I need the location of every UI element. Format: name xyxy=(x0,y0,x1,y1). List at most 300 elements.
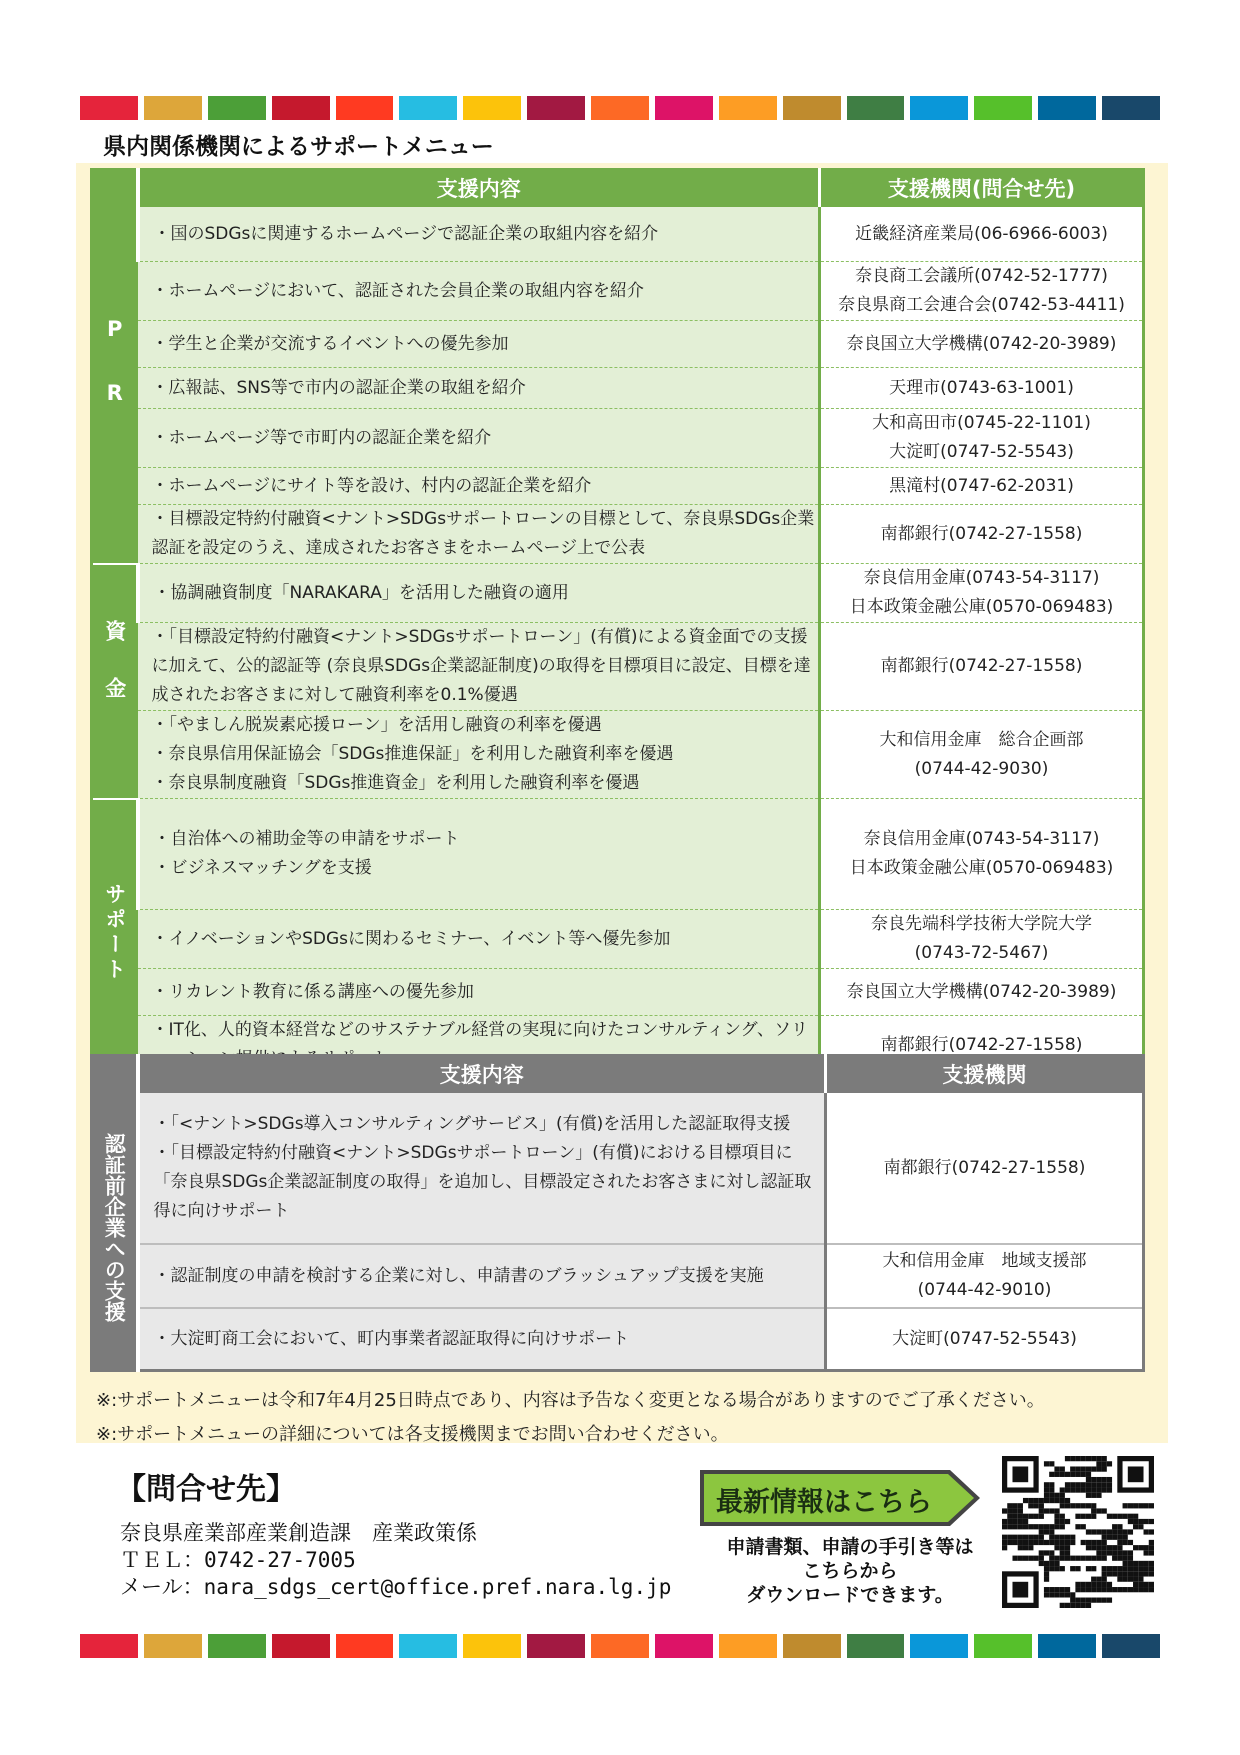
sdg-color-block xyxy=(655,1634,713,1658)
qr-module xyxy=(1107,1529,1112,1534)
qr-module xyxy=(1039,1540,1044,1545)
text-line: ・奈良県制度融資「SDGs推進資金」を利用した融資利率を優遇 xyxy=(151,773,640,793)
qr-module xyxy=(1060,1540,1065,1545)
note-1: ※:サポートメニューは令和7年4月25日時点であり、内容は予告なく変更となる場合がありますのでご了承ください。 xyxy=(96,1390,1045,1411)
text-line: ・奈良県信用保証協会「SDGs推進保証」を利用した融資利率を優遇 xyxy=(151,744,674,764)
qr-module xyxy=(1033,1503,1038,1508)
qr-module xyxy=(1096,1493,1101,1498)
qr-module xyxy=(1060,1545,1065,1550)
qr-module xyxy=(1049,1461,1054,1466)
header-blank xyxy=(92,1056,138,1094)
sdg-color-block xyxy=(80,96,138,120)
qr-module xyxy=(1060,1587,1065,1592)
qr-module xyxy=(1054,1493,1059,1498)
qr-module xyxy=(1149,1587,1154,1592)
qr-module xyxy=(1028,1524,1033,1529)
qr-module xyxy=(1081,1524,1086,1529)
qr-module xyxy=(1012,1508,1017,1513)
qr-module xyxy=(1070,1592,1075,1597)
qr-module xyxy=(1023,1540,1028,1545)
qr-module xyxy=(1081,1603,1086,1608)
qr-module xyxy=(1091,1566,1096,1571)
text-line: ・IT化、人的資本経営などのサステナブル経営の実現に向けたコンサルティング、ソリ xyxy=(151,1020,808,1040)
qr-module xyxy=(1138,1519,1143,1524)
text-line: 奈良信用金庫(0743-54-3117) xyxy=(863,829,1100,849)
qr-module xyxy=(1081,1587,1086,1592)
qr-module xyxy=(1096,1582,1101,1587)
qr-module xyxy=(1049,1587,1054,1592)
table-row xyxy=(92,368,1144,409)
sdg-color-block xyxy=(527,1634,585,1658)
qr-module xyxy=(1039,1556,1044,1561)
qr-module xyxy=(1107,1514,1112,1519)
category-label: 認証前企業への支援 xyxy=(102,1132,127,1322)
qr-module xyxy=(1144,1587,1149,1592)
qr-module xyxy=(1033,1540,1038,1545)
text-line: ・「目標設定特約付融資<ナント>SDGsサポートローン」(有償)における目標項目に「奈良県SDGs企業認証制度の取得」を追加し、目標設定されたお客さまに対し認証取得に向けサポート xyxy=(153,1143,812,1221)
text-line: 大淀町(0747-52-5543) xyxy=(892,1328,1077,1349)
note-2: ※:サポートメニューの詳細については各支援機関までお問い合わせください。 xyxy=(96,1424,729,1445)
text-line: 黒滝村(0747-62-2031) xyxy=(889,475,1074,496)
qr-module xyxy=(1091,1503,1096,1508)
support-content xyxy=(138,1244,826,1308)
qr-module xyxy=(1128,1587,1133,1592)
qr-module xyxy=(1117,1524,1122,1529)
qr-module xyxy=(1112,1529,1117,1534)
qr-module xyxy=(1065,1556,1070,1561)
support-org xyxy=(820,799,1144,910)
qr-module xyxy=(1102,1529,1107,1534)
qr-module xyxy=(1007,1524,1012,1529)
table-row xyxy=(92,1308,1144,1371)
qr-module xyxy=(1138,1577,1143,1582)
qr-module xyxy=(1060,1535,1065,1540)
text-line: ・リカレント教育に係る講座への優先参加 xyxy=(151,981,474,1002)
qr-module xyxy=(1070,1540,1075,1545)
qr-module xyxy=(1075,1456,1080,1461)
qr-module xyxy=(1054,1561,1059,1566)
qr-module xyxy=(1044,1550,1049,1555)
qr-module xyxy=(1023,1519,1028,1524)
qr-module xyxy=(1091,1577,1096,1582)
support-content xyxy=(138,321,820,368)
qr-module xyxy=(1060,1524,1065,1529)
qr-code-icon[interactable] xyxy=(1002,1456,1154,1608)
text-line: 大和信用金庫 総合企画部 xyxy=(879,729,1084,750)
table-row xyxy=(92,1093,1144,1244)
qr-module xyxy=(1065,1519,1070,1524)
qr-module xyxy=(1028,1556,1033,1561)
qr-module xyxy=(1065,1535,1070,1540)
qr-module xyxy=(1091,1598,1096,1603)
text-line: (0744-42-9010) xyxy=(917,1280,1052,1300)
qr-module xyxy=(1044,1592,1049,1597)
qr-module xyxy=(1112,1545,1117,1550)
text-line: 近畿経済産業局(06-6966-6003) xyxy=(855,223,1108,244)
qr-module xyxy=(1138,1566,1143,1571)
qr-module xyxy=(1054,1535,1059,1540)
qr-module xyxy=(1086,1482,1091,1487)
qr-module xyxy=(1002,1519,1007,1524)
qr-module xyxy=(1060,1503,1065,1508)
qr-module xyxy=(1133,1577,1138,1582)
qr-module xyxy=(1133,1514,1138,1519)
qr-module xyxy=(1075,1566,1080,1571)
qr-module xyxy=(1117,1514,1122,1519)
sdg-color-block xyxy=(591,1634,649,1658)
support-org xyxy=(826,1244,1144,1308)
support-org xyxy=(826,1308,1144,1371)
qr-module xyxy=(1133,1587,1138,1592)
qr-module xyxy=(1123,1556,1128,1561)
sdg-color-block xyxy=(783,96,841,120)
qr-module xyxy=(1149,1540,1154,1545)
qr-module xyxy=(1128,1577,1133,1582)
text-line: ・協調融資制度「NARAKARA」を活用した融資の適用 xyxy=(153,582,569,603)
qr-module xyxy=(1054,1566,1059,1571)
qr-module xyxy=(1070,1466,1075,1471)
qr-module xyxy=(1128,1561,1133,1566)
qr-module xyxy=(1096,1556,1101,1561)
qr-module xyxy=(1102,1550,1107,1555)
qr-module xyxy=(1049,1556,1054,1561)
qr-module xyxy=(1091,1540,1096,1545)
qr-module xyxy=(1086,1598,1091,1603)
sdg-color-block xyxy=(910,1634,968,1658)
qr-module xyxy=(1123,1540,1128,1545)
text-line: 大和高田市(0745-22-1101) xyxy=(872,413,1091,433)
qr-module xyxy=(1049,1561,1054,1566)
sdg-color-block xyxy=(591,96,649,120)
section-title: 県内関係機関によるサポートメニュー xyxy=(103,134,494,160)
table-row xyxy=(92,505,1144,564)
qr-module xyxy=(1133,1519,1138,1524)
qr-module xyxy=(1070,1482,1075,1487)
qr-module xyxy=(1075,1603,1080,1608)
qr-module xyxy=(1102,1582,1107,1587)
qr-module xyxy=(1128,1550,1133,1555)
category-1 xyxy=(92,564,138,799)
qr-module xyxy=(1070,1598,1075,1603)
text-line: こちらから xyxy=(802,1560,898,1582)
sdg-color-block xyxy=(80,1634,138,1658)
support-content xyxy=(138,799,820,910)
header-content: 支援内容 xyxy=(138,1056,826,1094)
qr-module xyxy=(1081,1514,1086,1519)
qr-module xyxy=(1128,1503,1133,1508)
qr-module xyxy=(1065,1472,1070,1477)
support-org xyxy=(820,409,1144,468)
qr-module xyxy=(1107,1535,1112,1540)
qr-module xyxy=(1070,1456,1075,1461)
qr-module xyxy=(1091,1529,1096,1534)
category-2 xyxy=(92,799,138,1076)
qr-module xyxy=(1128,1571,1133,1576)
qr-module xyxy=(1044,1508,1049,1513)
qr-module xyxy=(1054,1556,1059,1561)
qr-module xyxy=(1039,1529,1044,1534)
qr-module xyxy=(1049,1566,1054,1571)
qr-module xyxy=(1133,1582,1138,1587)
qr-module xyxy=(1065,1587,1070,1592)
support-content xyxy=(138,1093,826,1244)
qr-module xyxy=(1012,1582,1028,1598)
qr-module xyxy=(1012,1466,1028,1482)
contact-dept: 奈良県産業部産業創造課 産業政策係 xyxy=(120,1521,477,1545)
qr-module xyxy=(1012,1540,1017,1545)
qr-module xyxy=(1054,1592,1059,1597)
qr-module xyxy=(1065,1498,1070,1503)
qr-module xyxy=(1112,1550,1117,1555)
qr-module xyxy=(1018,1535,1023,1540)
support-content xyxy=(138,711,820,799)
support-org xyxy=(826,1093,1144,1244)
qr-module xyxy=(1060,1514,1065,1519)
table-row xyxy=(92,799,1144,910)
sdg-color-block xyxy=(208,1634,266,1658)
qr-module xyxy=(1023,1524,1028,1529)
qr-module xyxy=(1128,1529,1133,1534)
table-row xyxy=(92,623,1144,711)
table-row xyxy=(92,910,1144,969)
qr-module xyxy=(1081,1598,1086,1603)
text-line: ・自治体への補助金等の申請をサポート xyxy=(153,829,460,849)
qr-module xyxy=(1149,1582,1154,1587)
qr-module xyxy=(1102,1535,1107,1540)
qr-module xyxy=(1117,1577,1122,1582)
support-org xyxy=(820,564,1144,623)
qr-module xyxy=(1012,1519,1017,1524)
text-line: 天理市(0743-63-1001) xyxy=(889,377,1074,398)
qr-module xyxy=(1128,1556,1133,1561)
qr-module xyxy=(1128,1466,1144,1482)
qr-module xyxy=(1044,1487,1049,1492)
qr-module xyxy=(1054,1545,1059,1550)
table-row xyxy=(92,262,1144,321)
support-org xyxy=(820,623,1144,711)
text-line: ・学生と企業が交流するイベントへの優先参加 xyxy=(151,333,509,354)
qr-module xyxy=(1007,1540,1012,1545)
qr-module xyxy=(1044,1587,1049,1592)
download-note xyxy=(700,1535,1000,1607)
qr-module xyxy=(1117,1540,1122,1545)
support-content xyxy=(138,409,820,468)
support-content xyxy=(138,623,820,711)
qr-module xyxy=(1075,1587,1080,1592)
qr-module xyxy=(1102,1577,1107,1582)
qr-module xyxy=(1054,1524,1059,1529)
text-line: 奈良県商工会連合会(0742-53-4411) xyxy=(838,295,1125,315)
qr-module xyxy=(1086,1545,1091,1550)
qr-module xyxy=(1065,1540,1070,1545)
qr-module xyxy=(1096,1466,1101,1471)
qr-module xyxy=(1102,1482,1107,1487)
qr-module xyxy=(1044,1540,1049,1545)
text-line: 奈良国立大学機構(0742-20-3989) xyxy=(846,333,1117,354)
text-line: ・「目標設定特約付融資<ナント>SDGsサポートローン」(有償)による資金面での支援に加えて、公的認証等 (奈良県SDGs企業認証制度)の取得を目標項目に設定、目標を達成されたお客さまに対して融資利率を0.1%優遇 xyxy=(151,627,811,705)
sdg-color-block xyxy=(272,96,330,120)
qr-module xyxy=(1023,1545,1028,1550)
qr-module xyxy=(1117,1535,1122,1540)
support-content xyxy=(138,468,820,505)
qr-module xyxy=(1091,1477,1096,1482)
qr-module xyxy=(1086,1582,1091,1587)
qr-module xyxy=(1112,1571,1117,1576)
qr-module xyxy=(1054,1519,1059,1524)
qr-module xyxy=(1049,1540,1054,1545)
qr-module xyxy=(1096,1529,1101,1534)
qr-module xyxy=(1086,1456,1091,1461)
qr-module xyxy=(1002,1508,1007,1513)
support-org xyxy=(820,207,1144,262)
qr-module xyxy=(1086,1493,1091,1498)
qr-module xyxy=(1133,1545,1138,1550)
qr-module xyxy=(1138,1524,1143,1529)
qr-module xyxy=(1096,1482,1101,1487)
qr-module xyxy=(1086,1529,1091,1534)
sdg-color-block xyxy=(1038,1634,1096,1658)
text-line: 奈良先端科学技術大学院大学 xyxy=(871,914,1092,934)
qr-module xyxy=(1065,1503,1070,1508)
qr-module xyxy=(1018,1545,1023,1550)
qr-module xyxy=(1144,1561,1149,1566)
text-line: ・イノベーションやSDGsに関わるセミナー、イベント等へ優先参加 xyxy=(151,928,671,949)
text-line: 申請書類、申請の手引き等は xyxy=(726,1536,974,1558)
qr-module xyxy=(1086,1556,1091,1561)
qr-module xyxy=(1102,1571,1107,1576)
qr-module xyxy=(1044,1524,1049,1529)
qr-module xyxy=(1049,1524,1054,1529)
table-header xyxy=(92,170,1144,208)
qr-module xyxy=(1039,1550,1044,1555)
qr-module xyxy=(1028,1545,1033,1550)
sdg-color-bar-bottom xyxy=(80,1634,1160,1658)
qr-module xyxy=(1060,1603,1065,1608)
qr-module xyxy=(1028,1498,1033,1503)
qr-module xyxy=(1081,1503,1086,1508)
qr-module xyxy=(1133,1571,1138,1576)
qr-module xyxy=(1060,1498,1065,1503)
qr-module xyxy=(1133,1566,1138,1571)
qr-module xyxy=(1044,1577,1049,1582)
qr-module xyxy=(1007,1514,1012,1519)
qr-module xyxy=(1144,1545,1149,1550)
qr-module xyxy=(1102,1540,1107,1545)
qr-module xyxy=(1018,1524,1023,1529)
sdg-color-block xyxy=(527,96,585,120)
qr-module xyxy=(1081,1540,1086,1545)
text-line: ダウンロードできます。 xyxy=(746,1584,954,1606)
qr-module xyxy=(1086,1503,1091,1508)
qr-module xyxy=(1096,1508,1101,1513)
qr-module xyxy=(1049,1493,1054,1498)
qr-module xyxy=(1091,1508,1096,1513)
sdg-color-block xyxy=(847,1634,905,1658)
qr-module xyxy=(1075,1556,1080,1561)
qr-module xyxy=(1054,1472,1059,1477)
qr-module xyxy=(1117,1571,1122,1576)
category-0 xyxy=(92,207,138,564)
sdg-color-block xyxy=(974,1634,1032,1658)
qr-module xyxy=(1012,1556,1017,1561)
qr-module xyxy=(1060,1493,1065,1498)
qr-module xyxy=(1138,1587,1143,1592)
sdg-color-block xyxy=(847,96,905,120)
header-blank xyxy=(92,170,138,208)
qr-module xyxy=(1033,1535,1038,1540)
sdg-color-block xyxy=(336,1634,394,1658)
sdg-color-block xyxy=(399,1634,457,1658)
text-line: ・ホームページ等で市町内の認証企業を紹介 xyxy=(151,427,492,448)
qr-module xyxy=(1096,1487,1101,1492)
text-line: ・ホームページにおいて、認証された会員企業の取組内容を紹介 xyxy=(151,280,644,301)
qr-module xyxy=(1102,1456,1107,1461)
latest-info-button[interactable] xyxy=(696,1466,986,1530)
table-row xyxy=(92,321,1144,368)
qr-module xyxy=(1044,1482,1049,1487)
sdg-color-block xyxy=(463,96,521,120)
qr-module xyxy=(1112,1587,1117,1592)
text-line: 奈良商工会議所(0742-52-1777) xyxy=(855,266,1108,286)
qr-module xyxy=(1091,1582,1096,1587)
qr-module xyxy=(1123,1535,1128,1540)
qr-module xyxy=(1023,1498,1028,1503)
category-pre-certification xyxy=(92,1093,138,1371)
qr-module xyxy=(1044,1561,1049,1566)
qr-module xyxy=(1054,1466,1059,1471)
contact-mail[interactable]: メール：nara_sdgs_cert@office.pref.nara.lg.jp xyxy=(120,1575,672,1599)
text-line: ・大淀町商工会において、町内事業者認証取得に向けサポート xyxy=(153,1328,630,1349)
qr-module xyxy=(1012,1535,1017,1540)
qr-module xyxy=(1018,1514,1023,1519)
sdg-color-block xyxy=(399,96,457,120)
sdg-color-block xyxy=(336,96,394,120)
header-org: 支援機関(問合せ先) xyxy=(820,170,1144,208)
qr-module xyxy=(1096,1540,1101,1545)
qr-module xyxy=(1060,1519,1065,1524)
support-menu-table xyxy=(90,168,1145,1077)
text-line: ・目標設定特約付融資<ナント>SDGsサポートローンの目標として、奈良県SDGs企業認証を設定のうえ、達成されたお客さまをホームページ上で公表 xyxy=(151,509,815,558)
qr-module xyxy=(1102,1587,1107,1592)
qr-module xyxy=(1049,1592,1054,1597)
qr-module xyxy=(1102,1466,1107,1471)
qr-module xyxy=(1107,1587,1112,1592)
qr-module xyxy=(1075,1582,1080,1587)
sdg-color-block xyxy=(1038,96,1096,120)
qr-module xyxy=(1065,1482,1070,1487)
qr-module xyxy=(1123,1529,1128,1534)
qr-module xyxy=(1096,1461,1101,1466)
support-org xyxy=(820,969,1144,1016)
qr-module xyxy=(1075,1466,1080,1471)
qr-module xyxy=(1049,1498,1054,1503)
qr-module xyxy=(1091,1456,1096,1461)
qr-module xyxy=(1102,1598,1107,1603)
qr-module xyxy=(1054,1498,1059,1503)
qr-module xyxy=(1138,1503,1143,1508)
qr-module xyxy=(1044,1498,1049,1503)
support-content xyxy=(138,368,820,409)
sdg-color-block xyxy=(910,96,968,120)
sdg-color-block xyxy=(463,1634,521,1658)
qr-module xyxy=(1060,1566,1065,1571)
qr-module xyxy=(1138,1545,1143,1550)
text-line: ・「<ナント>SDGs導入コンサルティングサービス」(有償)を活用した認証取得支援 xyxy=(153,1114,791,1134)
qr-module xyxy=(1049,1550,1054,1555)
qr-module xyxy=(1117,1545,1122,1550)
qr-module xyxy=(1149,1561,1154,1566)
qr-module xyxy=(1096,1456,1101,1461)
